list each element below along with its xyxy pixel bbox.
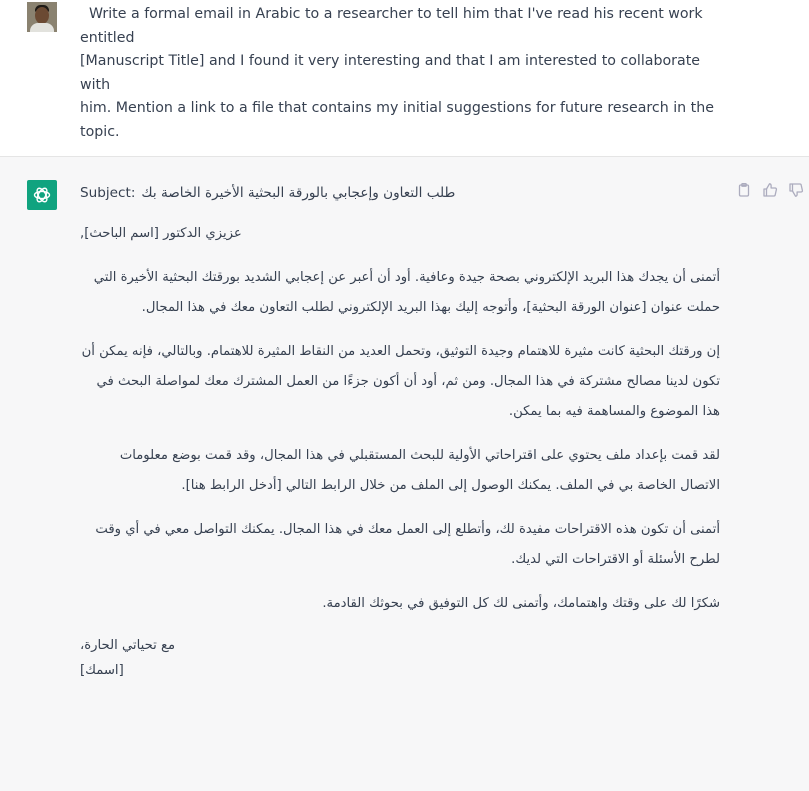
user-message-line: topic. (80, 123, 120, 140)
thumbs-down-icon[interactable] (788, 182, 804, 198)
openai-logo-icon (27, 180, 57, 210)
user-message-line: entitled (80, 29, 135, 46)
user-message-text (80, 3, 720, 144)
email-name-placeholder: [اسمك] (80, 663, 124, 678)
email-paragraph: أتمنى أن تكون هذه الاقتراحات مفيدة لك، وأتطلع إلى العمل معك في هذا المجال. يمكنك التواصل معي في أي وقت لطرح الأسئلة أو الاقتراحات التي لديك. (95, 522, 720, 567)
subject-text: طلب التعاون وإعجابي بالورقة البحثية الأخيرة الخاصة بك (141, 185, 456, 201)
email-subject (80, 182, 720, 204)
email-paragraph: إن ورقتك البحثية كانت مثيرة للاهتمام وجيدة التوثيق، وتحمل العديد من النقاط المثيرة للاهتمام. وبالتالي، فإنه يمكن أن تكون لدينا مصالح مشتركة في هذا المجال. ومن ثم، أود أن أكون جزءًا من العمل المشترك معك لمواصلة البحث في هذا الموضوع والمساهمة فيه بما يمكن. (81, 344, 720, 419)
user-avatar (27, 2, 57, 32)
user-message-line: him. Mention a link to a file that contains my initial suggestions for future research in the (80, 100, 714, 116)
subject-label: Subject: (80, 185, 136, 201)
email-closing (80, 633, 720, 683)
email-paragraph: أتمنى أن يجدك هذا البريد الإلكتروني بصحة جيدة وعافية. أود أن أعبر عن إعجابي الشديد بورقتك البحثية الأخيرة التي حملت عنوان [عنوان الورقة البحثية]، وأتوجه إليك بهذا البريد الإلكتروني لطلب التعاون معك في هذا المجال. (93, 270, 720, 315)
email-greeting: عزيزي الدكتور [اسم الباحث], (80, 226, 242, 241)
user-message-row (0, 0, 809, 157)
clipboard-icon[interactable] (736, 182, 752, 198)
user-message-line: [Manuscript Title] and I found it very interesting and that I am interested to collaborate with (80, 53, 701, 93)
assistant-message-row (0, 157, 809, 791)
email-sign-off: مع تحياتي الحارة، (80, 638, 176, 653)
user-message-line: Write a formal email in Arabic to a researcher to tell him that I've read his recent work (80, 6, 703, 22)
email-paragraph: شكرًا لك على وقتك واهتمامك، وأتمنى لك كل التوفيق في بحوثك القادمة. (322, 596, 720, 611)
message-actions (736, 182, 804, 198)
email-paragraph: لقد قمت بإعداد ملف يحتوي على اقتراحاتي الأولية للبحث المستقبلي في هذا المجال، وقد قمت بوضع معلومات الاتصال الخاصة بي في الملف. يمكنك الوصول إلى الملف من خلال الرابط التالي [أدخل الرابط هنا]. (119, 448, 720, 493)
thumbs-up-icon[interactable] (762, 182, 778, 198)
assistant-message-text (80, 182, 720, 683)
